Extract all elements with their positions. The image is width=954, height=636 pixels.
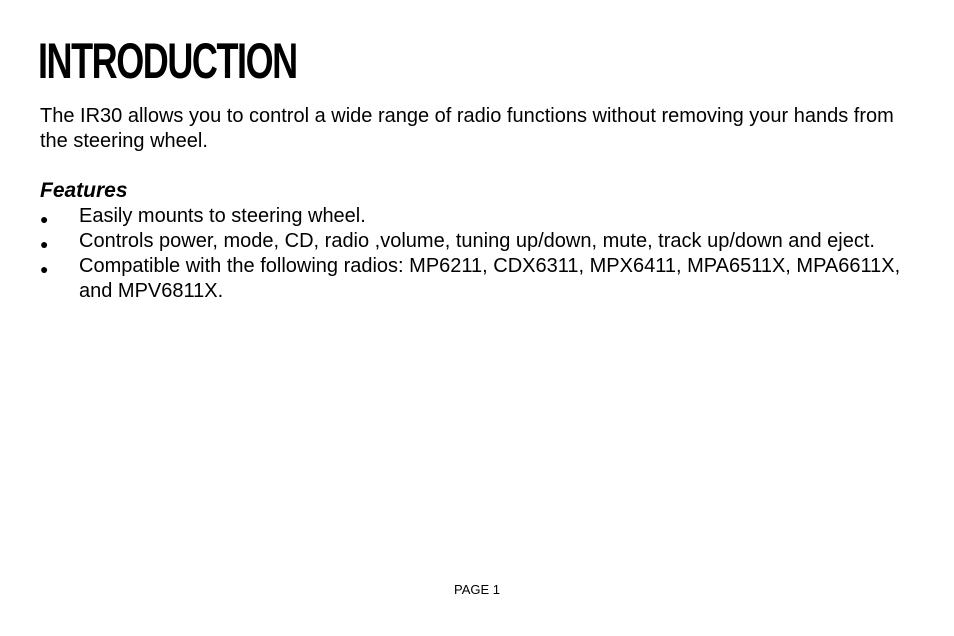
list-item	[40, 229, 920, 254]
list-item	[40, 204, 920, 229]
page-title: INTRODUCTION	[38, 33, 297, 89]
bullet-icon: ●	[40, 236, 49, 252]
bullet-icon: ●	[40, 261, 49, 277]
list-item	[40, 254, 920, 304]
feature-text: Compatible with the following radios: MP6211, CDX6311, MPX6411, MPA6511X, MPA6611X, and MPV6811X.	[79, 255, 901, 302]
features-heading: Features	[40, 179, 128, 202]
feature-text: Easily mounts to steering wheel.	[79, 205, 366, 227]
page-number: PAGE 1	[453, 582, 500, 597]
bullet-icon: ●	[40, 211, 49, 227]
intro-paragraph: The IR30 allows you to control a wide range of radio functions without removing your hands from the steering wheel.	[40, 105, 894, 152]
feature-text: Controls power, mode, CD, radio ,volume, tuning up/down, mute, track up/down and eject.	[79, 230, 875, 252]
features-list	[40, 204, 920, 304]
